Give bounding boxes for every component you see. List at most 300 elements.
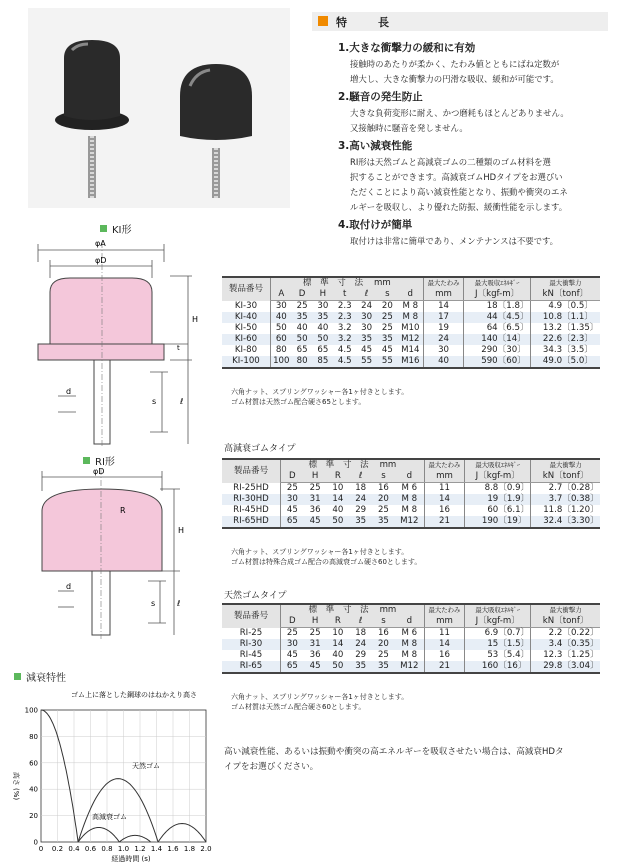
table-row: RI-65HD 65 45 50 35 35 M12 21 190 〔19〕 32.4 〔3.30〕: [222, 516, 600, 528]
dim-label: φD: [93, 467, 105, 476]
cell: 0.9: [506, 483, 521, 493]
cell: 11: [424, 483, 464, 495]
feature-line: ただくことにより高い減衰性能となり、振動や衝突のエネ: [350, 187, 568, 197]
cell: 65: [280, 516, 303, 528]
cell: 24: [423, 334, 464, 345]
cell: 44: [464, 312, 498, 323]
mm-label: mm: [379, 460, 397, 470]
x-tick-label: 0: [38, 845, 44, 853]
x-tick-label: 1.4: [150, 845, 163, 853]
col-header: J〔kgf-m〕: [465, 471, 531, 483]
cell: 19: [423, 323, 464, 334]
cell: 2.3: [337, 301, 352, 311]
cell: KI-30: [234, 300, 258, 311]
annotation-hd: 高減衰ゴム: [92, 813, 127, 821]
cell: 12.3: [531, 650, 563, 661]
cell: 18: [355, 628, 367, 638]
dim-label: t: [177, 344, 180, 352]
std-dims-label: 標 準 寸 法: [308, 460, 369, 470]
cell: 0.7: [506, 628, 521, 638]
cell: 2.3: [333, 312, 356, 323]
cell: 29: [355, 650, 367, 660]
ri-dimension-drawing: [20, 463, 206, 643]
table-row: KI-30 30 25 30 2.3 24 20 M 8 14 18 〔1.8〕 4.9 〔0.5〕: [222, 301, 600, 313]
feature-line: 又接触時に騒音を発しません。: [350, 123, 468, 133]
cell: 16: [506, 661, 518, 671]
cell: 30: [280, 639, 303, 650]
chart-grid: [41, 710, 206, 842]
col-header: mm: [424, 471, 464, 483]
feature-title: 3.高い減衰性能: [338, 140, 413, 152]
col-header: D: [280, 471, 303, 483]
table-row: RI-25HD 25 25 10 18 16 M 6 11 8.8 〔0.9〕 2.7 〔0.28〕: [222, 483, 600, 495]
cell: 11.8: [531, 505, 563, 516]
cell: 4.5: [506, 312, 520, 322]
cell: 35: [372, 661, 395, 673]
dim-label: ℓ: [180, 397, 184, 406]
green-square-icon: [14, 673, 21, 680]
cell: 14: [327, 494, 350, 505]
chart-ticks: [25, 707, 212, 854]
col-header: [280, 604, 424, 616]
cell: 32.4: [531, 516, 563, 528]
cell: KI-50: [234, 323, 258, 333]
col-header: [270, 277, 423, 289]
cell: 6.1: [506, 505, 521, 515]
cell: 55: [377, 356, 398, 368]
cell: 16: [377, 628, 389, 638]
cell: 65: [296, 345, 308, 355]
mm-label: mm: [374, 278, 391, 288]
feature-line: ルギーを吸収し、より優れた防振、緩衝性能を示します。: [350, 202, 568, 212]
cell: M 8: [395, 494, 424, 505]
cell: RI-45: [239, 650, 263, 660]
advice-line: イプをお選びください。: [224, 762, 319, 772]
cell: RI-25HD: [233, 482, 269, 493]
cell: 25: [377, 650, 389, 660]
col-header: R: [327, 471, 350, 483]
col-header: 製品番号: [222, 604, 280, 628]
cell: 30: [270, 301, 291, 313]
cell: 64: [464, 323, 498, 334]
series-line-hd: [119, 835, 150, 842]
cell: 20: [372, 494, 395, 505]
cell: 30: [423, 345, 464, 356]
cell: 15: [465, 639, 499, 650]
col-header: 最大衝撃力: [530, 277, 600, 289]
cell: 29.8: [531, 661, 563, 673]
cell: 35: [356, 334, 377, 345]
cell: 40: [296, 323, 308, 333]
table-row: RI-45 45 36 40 29 25 M 8 16 53 〔5.4〕 12.3 〔1.25〕: [222, 650, 600, 661]
y-tick-label: 80: [29, 732, 38, 741]
col-header: 最大衝撃力: [531, 459, 600, 471]
cell: 50: [292, 334, 313, 345]
cell: M12: [398, 334, 423, 345]
cell: 2.3: [570, 334, 585, 344]
x-tick-label: 0.8: [101, 845, 113, 853]
x-tick-label: 2.0: [200, 845, 212, 853]
feature-line: 増大し、大きな衝撃力の円滑な吸収、緩和が可能です。: [350, 74, 559, 84]
series-line-natural: [41, 710, 78, 842]
cell: 1.35: [570, 323, 590, 333]
cell: 4.9: [530, 301, 562, 313]
cell: 40: [317, 323, 329, 333]
cell: 3.2: [333, 334, 356, 345]
cell: 1.9: [506, 494, 521, 504]
cell: 21: [424, 661, 464, 673]
cell: 0.28: [570, 483, 591, 493]
cell: M 8: [401, 505, 418, 515]
hd-note: ゴム材質は特殊合成ゴム配合の高減衰ゴム硬さ60とします。: [231, 558, 422, 566]
table-row: RI-65 65 45 50 35 35 M12 21 160 〔16〕 29.8 〔3.04〕: [222, 661, 600, 673]
x-axis-label: 経過時間 (s): [111, 855, 151, 863]
cell: 22.6: [530, 334, 562, 345]
col-header: 最大吸収ｴﾈﾙｷﾞｰ: [464, 277, 530, 289]
cell: 35: [372, 516, 395, 528]
x-tick-label: 0.6: [84, 845, 97, 853]
cell: 35: [349, 516, 372, 528]
col-header: ℓ: [349, 471, 372, 483]
cell: 4.5: [333, 356, 356, 368]
cell: M12: [395, 516, 424, 528]
cell: 290: [464, 345, 498, 356]
table-row: RI-30HD 30 31 14 24 20 M 8 14 19 〔1.9〕 3.7 〔0.38〕: [222, 494, 600, 505]
cell: 190: [465, 516, 499, 528]
cell: 0.35: [570, 639, 591, 649]
cell: 30: [317, 301, 329, 311]
cell: 50: [327, 661, 350, 673]
damping-title-text: 減衰特性: [26, 673, 66, 684]
cell: 60: [465, 505, 499, 516]
cell: 45: [304, 516, 327, 528]
cell: RI-30HD: [222, 494, 280, 505]
y-tick-label: 60: [29, 759, 38, 768]
chart-title: ゴム上に落とした鋼球のはねかえり高さ: [71, 691, 197, 699]
nat-title: 天然ゴムタイプ: [224, 591, 287, 601]
dim-label: d: [66, 387, 72, 396]
cell: 3.2: [337, 323, 352, 333]
y-tick-label: 40: [29, 785, 38, 794]
x-tick-label: 1.0: [117, 845, 130, 853]
cell: 34.3: [530, 345, 562, 356]
cell: 30: [361, 323, 373, 333]
cell: 14: [424, 639, 464, 650]
cell: 14: [506, 334, 518, 344]
cell: 0.22: [570, 628, 591, 638]
cell: 31: [304, 494, 327, 505]
col-header: 製品番号: [222, 459, 280, 483]
cell: M 6: [401, 483, 418, 493]
col-header: d: [395, 471, 424, 483]
ki-note: 六角ナット、スプリングワッシャー各1ヶ付きとします。: [231, 388, 409, 396]
col-header: ℓ: [356, 289, 377, 301]
cell: 3.4: [531, 639, 563, 650]
col-header: J〔kgf-m〕: [464, 289, 530, 301]
cell: 17: [423, 312, 464, 323]
cell: 16: [424, 505, 464, 516]
cell: 25: [280, 628, 303, 640]
cell: 35: [292, 312, 313, 323]
cell: 140: [464, 334, 498, 345]
cell: 4.5: [337, 345, 352, 355]
x-tick-label: 1.2: [134, 845, 146, 853]
dim-label: s: [151, 599, 156, 608]
cell: 1.8: [506, 301, 520, 311]
cell: 50: [313, 334, 334, 345]
col-header: mm: [424, 616, 464, 628]
table-row: KI-80 80 65 65 4.5 45 45 M14 30 290 〔30〕 34.3 〔3.5〕: [222, 345, 600, 356]
col-header: kN〔tonf〕: [530, 289, 600, 301]
cell: 3.7: [531, 494, 563, 505]
cell: 18: [355, 483, 367, 493]
col-header: R: [327, 616, 350, 628]
table-row: KI-60 60 50 50 3.2 35 35 M12 24 140 〔14〕 22.6 〔2.3〕: [222, 334, 600, 345]
features-header: [312, 12, 608, 31]
cell: 65: [317, 345, 329, 355]
cell: 25: [309, 628, 321, 638]
col-header: D: [280, 616, 303, 628]
cell: 53: [465, 650, 499, 661]
ki-rows: [222, 301, 600, 369]
y-tick-label: 100: [24, 706, 38, 715]
table-row: KI-50 50 40 40 3.2 30 25 M10 19 64 〔6.5〕 13.2 〔1.35〕: [222, 323, 600, 334]
cell: 590: [464, 356, 498, 368]
y-tick-label: 20: [29, 812, 38, 821]
cell: 3.30: [570, 516, 591, 526]
ri-title-text: RI形: [95, 457, 115, 468]
ri-nat-spec-table: [222, 603, 600, 674]
col-header: 最大たわみ: [424, 604, 464, 616]
std-dims-label: 標 準 寸 法: [302, 278, 364, 288]
cell: M14: [401, 345, 420, 355]
cell: 60: [270, 334, 291, 345]
col-header: 最大たわみ: [423, 277, 464, 289]
cell: M 8: [402, 301, 419, 311]
features-list: [338, 38, 608, 249]
cell: 8.8: [465, 483, 499, 495]
col-header: H: [304, 471, 327, 483]
cell: 55: [356, 356, 377, 368]
cell: 10: [332, 628, 344, 638]
cell: 36: [309, 650, 321, 660]
feature-line: 択することができます。高減衰ゴムHDタイプをお選びい: [350, 172, 563, 182]
dim-label: φD: [95, 256, 107, 265]
damping-chart: [8, 686, 218, 864]
feature-title: 4.取付けが簡単: [338, 219, 413, 231]
y-axis-label: 高さ (%): [12, 771, 20, 801]
cell: 25: [377, 312, 398, 323]
cell: 21: [424, 516, 464, 528]
feature-title: 2.騒音の発生防止: [338, 91, 423, 103]
feature-line: 大きな負荷変形に耐え、かつ磨耗もほとんどありません。: [350, 108, 569, 118]
col-header: kN〔tonf〕: [531, 616, 600, 628]
cell: 3.5: [570, 345, 585, 355]
orange-square-icon: [318, 16, 328, 26]
cell: KI-40: [222, 312, 270, 323]
cell: 1.5: [506, 639, 521, 649]
cell: 10.8: [530, 312, 562, 323]
product-photo: [28, 8, 290, 208]
hd-note: 六角ナット、スプリングワッシャー各1ヶ付きとします。: [231, 548, 409, 556]
cell: 49.0: [530, 356, 562, 368]
cell: 29: [355, 505, 367, 515]
cell: 18: [464, 301, 498, 313]
feature-line: 接触時のあたりが柔かく、たわみ値とともにばね定数が: [350, 59, 560, 69]
cell: 24: [361, 301, 373, 311]
cell: 25: [280, 483, 303, 495]
cell: 16: [377, 483, 389, 493]
cell: KI-100: [222, 356, 270, 368]
cell: 25: [381, 323, 393, 333]
cell: 25: [377, 505, 389, 515]
dim-label: φA: [95, 239, 106, 248]
cell: 6.5: [506, 323, 520, 333]
std-dims-label: 標 準 寸 法: [308, 605, 369, 615]
cell: 19: [506, 516, 518, 526]
series-line-natural: [78, 779, 158, 842]
cell: KI-60: [222, 334, 270, 345]
cell: 60: [506, 356, 518, 366]
x-tick-label: 1.8: [183, 845, 196, 853]
y-tick-label: 0: [33, 838, 38, 847]
col-header: [280, 459, 424, 471]
series-line-hd: [78, 828, 119, 843]
cell: M16: [398, 356, 423, 368]
cell: RI-30: [222, 639, 280, 650]
ki-title-text: KI形: [112, 225, 132, 236]
cell: 25: [309, 483, 321, 493]
col-header: H: [304, 616, 327, 628]
cell: 80: [270, 345, 291, 356]
cell: 80: [292, 356, 313, 368]
ki-spec-table: [222, 276, 600, 369]
cell: M 8: [401, 650, 418, 660]
cell: 5.4: [506, 650, 521, 660]
cell: 0.5: [570, 301, 585, 311]
col-header: t: [333, 289, 356, 301]
cell: 1.25: [570, 650, 591, 660]
cell: 40: [332, 650, 344, 660]
cell: 30: [356, 312, 377, 323]
cell: 2.2: [531, 628, 563, 640]
cell: 14: [327, 639, 350, 650]
annotation-natural: 天然ゴム: [132, 762, 160, 770]
feature-line: 取付けは非常に簡単であり、メンテナンスは不要です。: [350, 236, 559, 246]
dim-label: H: [192, 315, 199, 324]
cell: 40: [332, 505, 344, 515]
cell: 24: [349, 639, 372, 650]
cell: RI-25: [239, 627, 263, 638]
cell: 36: [309, 505, 321, 515]
cell: 30: [506, 345, 518, 355]
cell: 50: [270, 323, 291, 334]
cell: 50: [327, 516, 350, 528]
col-header: 最大衝撃力: [531, 604, 600, 616]
col-header: 製品番号: [222, 277, 270, 301]
cell: 35: [349, 661, 372, 673]
cell: 45: [361, 345, 373, 355]
cell: 6.9: [465, 628, 499, 640]
cell: 1.1: [570, 312, 585, 322]
cell: 45: [280, 650, 303, 661]
cell: M10: [401, 323, 420, 333]
cell: 35: [377, 334, 398, 345]
cell: 45: [280, 505, 303, 516]
cell: 25: [296, 301, 308, 311]
table-row: RI-30 30 31 14 24 20 M 8 14 15 〔1.5〕 3.4 〔0.35〕: [222, 639, 600, 650]
col-header: 最大吸収ｴﾈﾙｷﾞｰ: [465, 604, 531, 616]
cell: RI-65HD: [222, 516, 280, 528]
cell: 10: [332, 483, 344, 493]
cell: 65: [280, 661, 303, 673]
cell: 20: [372, 639, 395, 650]
hd-title: 高減衰ゴムタイプ: [224, 444, 296, 454]
damping-section-title: [14, 669, 66, 684]
features-title: 特 長: [336, 16, 399, 29]
col-header: s: [377, 289, 398, 301]
cell: 35: [313, 312, 334, 323]
cell: 1.20: [570, 505, 591, 515]
green-square-icon: [100, 225, 107, 232]
cell: RI-65: [222, 661, 280, 673]
cell: 5.0: [570, 356, 585, 366]
cell: 2.7: [531, 483, 563, 495]
cell: 85: [313, 356, 334, 368]
cell: KI-80: [234, 345, 258, 355]
cell: 0.38: [570, 494, 591, 504]
cell: 31: [304, 639, 327, 650]
x-tick-label: 0.2: [51, 845, 64, 853]
col-header: s: [372, 616, 395, 628]
cell: 45: [304, 661, 327, 673]
dim-label: ℓ: [177, 599, 181, 608]
cell: 16: [424, 650, 464, 661]
col-header: ℓ: [349, 616, 372, 628]
cell: 19: [465, 494, 499, 505]
col-header: A: [270, 289, 291, 301]
col-header: J〔kgf-m〕: [465, 616, 531, 628]
ki-note: ゴム材質は天然ゴム配合硬さ65とします。: [231, 398, 366, 406]
cell: 11: [424, 628, 464, 640]
col-header: H: [313, 289, 334, 301]
col-header: s: [372, 471, 395, 483]
col-header: 最大たわみ: [424, 459, 464, 471]
table-row: RI-45HD 45 36 40 29 25 M 8 16 60 〔6.1〕 11.8 〔1.20〕: [222, 505, 600, 516]
dim-label: s: [152, 397, 157, 406]
col-header: D: [292, 289, 313, 301]
ri-hd-spec-table: [222, 458, 600, 529]
cell: 13.2: [530, 323, 562, 334]
col-header: mm: [423, 289, 464, 301]
col-header: kN〔tonf〕: [531, 471, 600, 483]
nat-note: ゴム材質は天然ゴム配合硬さ60とします。: [231, 703, 366, 711]
dim-label: d: [66, 582, 72, 591]
table-row: KI-100 100 80 85 4.5 55 55 M16 40 590 〔60〕 49.0 〔5.0〕: [222, 356, 600, 368]
cell: 160: [465, 661, 499, 673]
advice-line: 高い減衰性能、あるいは振動や衝突の高エネルギーを吸収させたい場合は、高減衰HDタ: [224, 747, 564, 757]
cell: 100: [270, 356, 291, 368]
cell: M12: [395, 661, 424, 673]
col-header: d: [395, 616, 424, 628]
cell: 24: [349, 494, 372, 505]
series-line-natural: [158, 824, 206, 843]
mm-label: mm: [379, 605, 397, 615]
cell: 40: [270, 312, 291, 323]
cell: 3.04: [570, 661, 591, 671]
cell: 14: [424, 494, 464, 505]
cell: M 8: [398, 312, 423, 323]
